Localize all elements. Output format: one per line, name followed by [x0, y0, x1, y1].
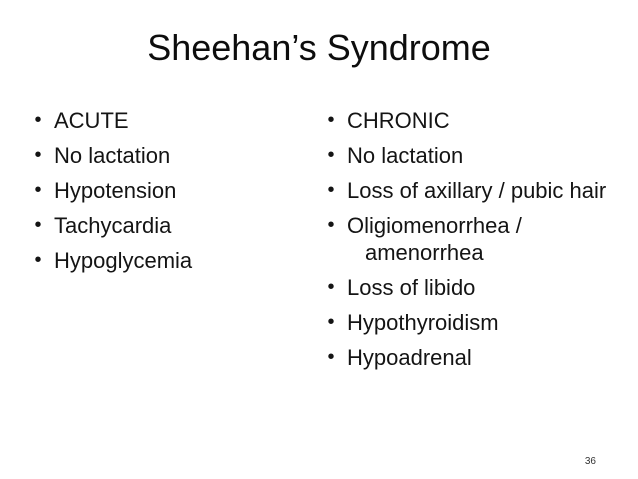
list-item-text: No lactation [347, 143, 464, 168]
bullet-icon: • [34, 249, 42, 271]
bullet-icon: • [327, 214, 335, 236]
list-item-text: Hypoglycemia [54, 248, 193, 273]
bullet-icon: • [34, 179, 42, 201]
list-item [323, 177, 618, 204]
bullet-icon: • [34, 109, 42, 131]
list-item [30, 142, 300, 169]
list-item-text: Loss of libido [347, 275, 476, 300]
bullet-icon: • [327, 144, 335, 166]
bullet-icon: • [327, 276, 335, 298]
acute-list [30, 107, 300, 282]
list-item [323, 274, 618, 301]
list-item-text: Hypotension [54, 178, 177, 203]
list-item [30, 212, 300, 239]
bullet-icon: • [327, 311, 335, 333]
bullet-icon: • [34, 144, 42, 166]
list-item-text: Tachycardia [54, 213, 172, 238]
list-item [323, 344, 618, 371]
list-item-text: Oligiomenorrhea / [347, 213, 522, 238]
list-item [323, 142, 618, 169]
list-item [323, 212, 618, 266]
list-item-text: Loss of axillary / pubic hair [347, 178, 607, 203]
list-item-text: Hypothyroidism [347, 310, 499, 335]
list-item-text: Hypoadrenal [347, 345, 472, 370]
slide-title: Sheehan’s Syndrome [147, 27, 491, 68]
bullet-icon: • [34, 214, 42, 236]
list-item [323, 309, 618, 336]
list-item [30, 247, 300, 274]
list-item-text: ACUTE [54, 108, 129, 133]
list-item [30, 177, 300, 204]
bullet-icon: • [327, 179, 335, 201]
chronic-list [323, 107, 618, 379]
bullet-icon: • [327, 109, 335, 131]
bullet-icon: • [327, 346, 335, 368]
list-item-text: CHRONIC [347, 108, 450, 133]
list-item [30, 107, 300, 134]
page-number: 36 [584, 456, 596, 467]
list-item-continuation: amenorrhea [365, 240, 484, 265]
list-item-text: No lactation [54, 143, 171, 168]
list-item [323, 107, 618, 134]
